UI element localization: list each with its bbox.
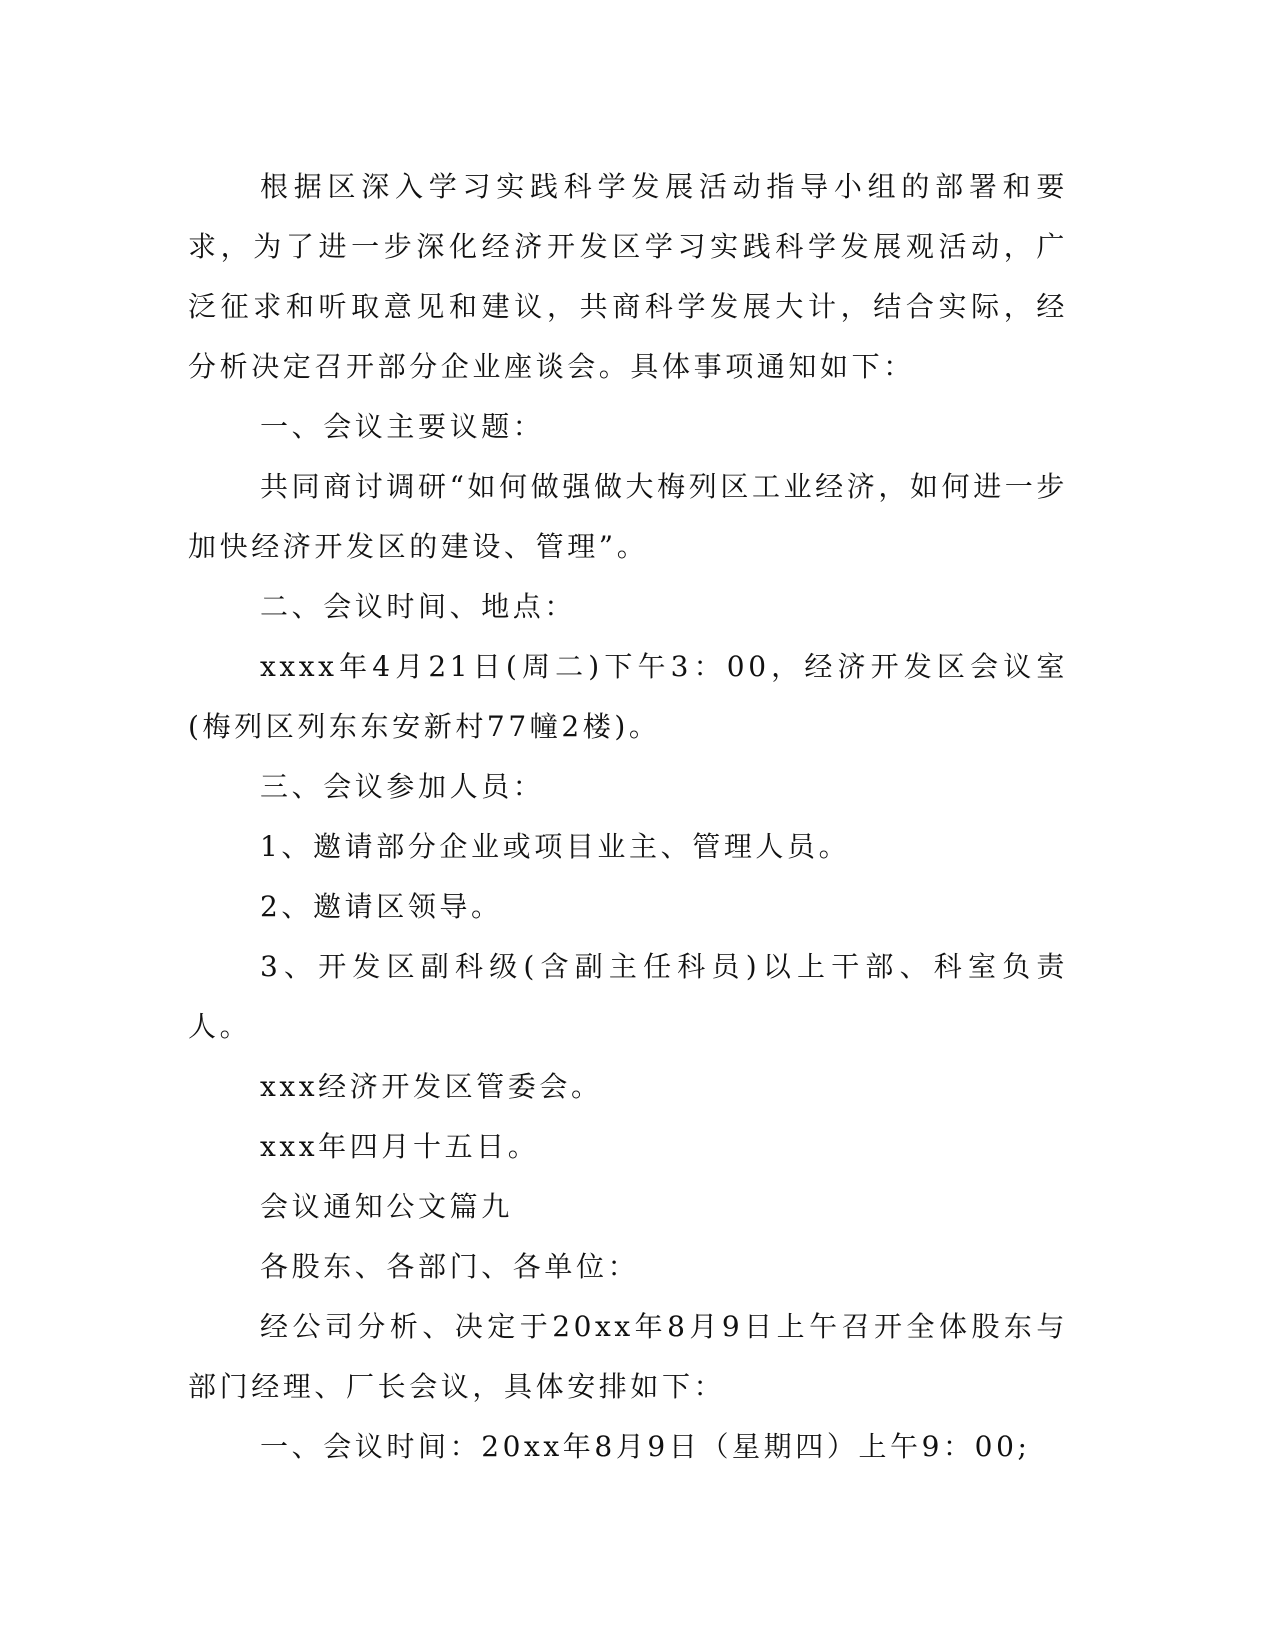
document-body [188, 157, 1068, 1477]
date-line: xxx年四月十五日。 [260, 1130, 540, 1163]
section-heading-time-place: 二、会议时间、地点： [260, 590, 577, 623]
meeting-time-line: 一、会议时间：20xx年8月9日（星期四）上午9：00; [260, 1430, 1031, 1463]
intro-paragraph: 根据区深入学习实践科学发展活动指导小组的部署和要求，为了进一步深化经济开发区学习实践科学发展观活动，广泛征求和听取意见和建议，共商科学发展大计，结合实际，经分析决定召开部分企业座谈会。具体事项通知如下： [188, 170, 1068, 383]
time-place-paragraph: xxxx年4月21日(周二)下午3：00，经济开发区会议室(梅列区列东东安新村77幢2楼)。 [188, 650, 1068, 743]
issuer-line: xxx经济开发区管委会。 [260, 1070, 603, 1103]
section-heading-topics: 一、会议主要议题： [260, 410, 545, 443]
attendee-item-3: 3、开发区副科级(含副主任科员)以上干部、科室负责人。 [188, 950, 1068, 1043]
meeting-paragraph: 经公司分析、决定于20xx年8月9日上午召开全体股东与部门经理、厂长会议，具体安排如下： [188, 1310, 1068, 1403]
attendee-item-2: 2、邀请区领导。 [260, 890, 503, 923]
section-title: 会议通知公文篇九 [260, 1190, 513, 1223]
salutation: 各股东、各部门、各单位： [260, 1250, 640, 1283]
topics-paragraph: 共同商讨调研“如何做强做大梅列区工业经济，如何进一步加快经济开发区的建设、管理”。 [188, 470, 1068, 563]
section-heading-attendees: 三、会议参加人员： [260, 770, 545, 803]
attendee-item-1: 1、邀请部分企业或项目业主、管理人员。 [260, 830, 851, 863]
